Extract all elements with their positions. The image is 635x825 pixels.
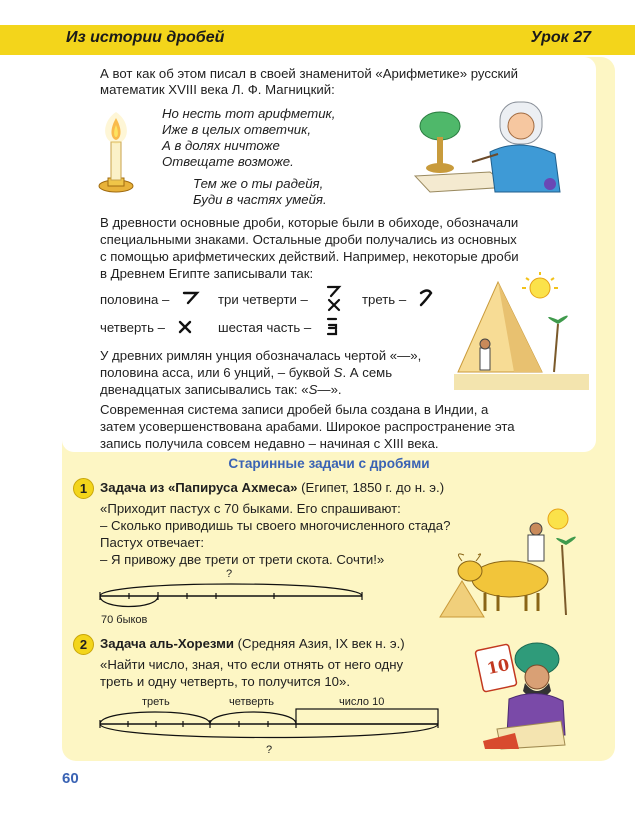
lesson-header	[0, 25, 635, 55]
paragraph-line: В древности основные дроби, которые были в обиходе, обозначали	[100, 215, 519, 230]
paragraph-line: У древних римлян унция обозначалась чертой «—»,	[100, 348, 422, 363]
diagram-question-mark: ?	[266, 744, 273, 756]
paragraph-line: затем усовершенствована арабами. Широкое распространение эта	[100, 419, 515, 434]
poem-line: Отвещате возможе.	[162, 154, 294, 169]
fraction-half-label: половина –	[100, 292, 170, 307]
al-khwarizmi-illustration	[475, 625, 565, 750]
paragraph-line: в Древнем Египте записывали так:	[100, 266, 314, 281]
intro-line: математик XVIII века Л. Ф. Магницкий:	[100, 82, 335, 97]
fraction-third-label: треть –	[362, 292, 407, 307]
task-text-line: «Найти число, зная, что если отнять от него одну	[100, 657, 404, 672]
paragraph-line: запись получила совсем недавно – начиная с XIII века.	[100, 436, 439, 451]
diagram-label-third: треть	[142, 696, 170, 708]
paragraph-line: Современная система записи дробей была создана в Индии, а	[100, 402, 489, 417]
task-text-line: Пастух отвечает:	[100, 535, 205, 550]
poem-line: А в долях ничтоже	[162, 138, 280, 153]
diagram-label-number-10: число 10	[339, 696, 385, 708]
fraction-three-quarters-label: три четверти –	[218, 292, 308, 307]
task-text-line: треть и одну четверть, то получится 10».	[100, 674, 350, 689]
mathematician-illustration	[410, 92, 565, 200]
candle-illustration	[96, 112, 136, 196]
egyptian-three-quarters-glyph	[327, 284, 341, 312]
task-text-line: «Приходит пастух с 70 быками. Его спрашивают:	[100, 501, 401, 516]
al-khwarizmi-drawing	[475, 625, 565, 750]
diagram-question-mark: ?	[226, 568, 233, 580]
diagram-label-70-bulls: 70 быков	[101, 614, 148, 626]
poem-line: Буди в частях умейя.	[193, 192, 327, 207]
page-number: 60	[62, 770, 79, 787]
task1-segment-diagram	[96, 576, 366, 610]
paragraph-line: специальными знаками. Остальные дроби получались из основных	[100, 232, 517, 247]
old-problems-heading: Старинные задачи с дробями	[228, 456, 430, 471]
egyptian-half-glyph	[183, 290, 199, 304]
paragraph-line: двенадцатых записывались так: «S—».	[100, 382, 342, 397]
lesson-number: Урок 27	[530, 29, 591, 46]
card-number: 10	[485, 654, 511, 679]
paragraph-line: половина асса, или 6 унций, – буквой S. А семь	[100, 365, 393, 380]
task-title: Задача из «Папируса Ахмеса» (Египет, 1850 г. до н. э.)	[100, 480, 445, 495]
egyptian-third-glyph	[418, 289, 434, 307]
paragraph-line: с помощью арифметических действий. Например, некоторые дроби	[100, 249, 519, 264]
fraction-sixth-label: шестая часть –	[218, 320, 312, 335]
poem-line: Тем же о ты радейя,	[193, 176, 324, 191]
task-number-badge: 1	[73, 478, 94, 499]
section-title: Из истории дробей	[66, 29, 225, 46]
egyptian-quarter-glyph	[178, 320, 192, 334]
shepherd-illustration	[440, 505, 580, 617]
fraction-quarter-label: четверть –	[100, 320, 165, 335]
task-title: Задача аль-Хорезми (Средняя Азия, IX век н. э.)	[100, 636, 405, 651]
intro-line: А вот как об этом писал в своей знаменитой «Арифметике» русский	[100, 66, 519, 81]
poem-line: Но несть тот арифметик,	[162, 106, 336, 121]
egyptian-sixth-glyph	[326, 316, 338, 338]
task-text-line: – Сколько приводишь ты своего многочисленного стада?	[100, 518, 451, 533]
task-text-line: – Я привожу две трети от трети скота. Сочти!»	[100, 552, 385, 567]
poem-line: Иже в целых ответчик,	[162, 122, 312, 137]
pyramid-illustration	[454, 272, 589, 390]
task2-segment-diagram	[96, 704, 442, 744]
task-number-badge: 2	[73, 634, 94, 655]
diagram-label-quarter: четверть	[229, 696, 275, 708]
